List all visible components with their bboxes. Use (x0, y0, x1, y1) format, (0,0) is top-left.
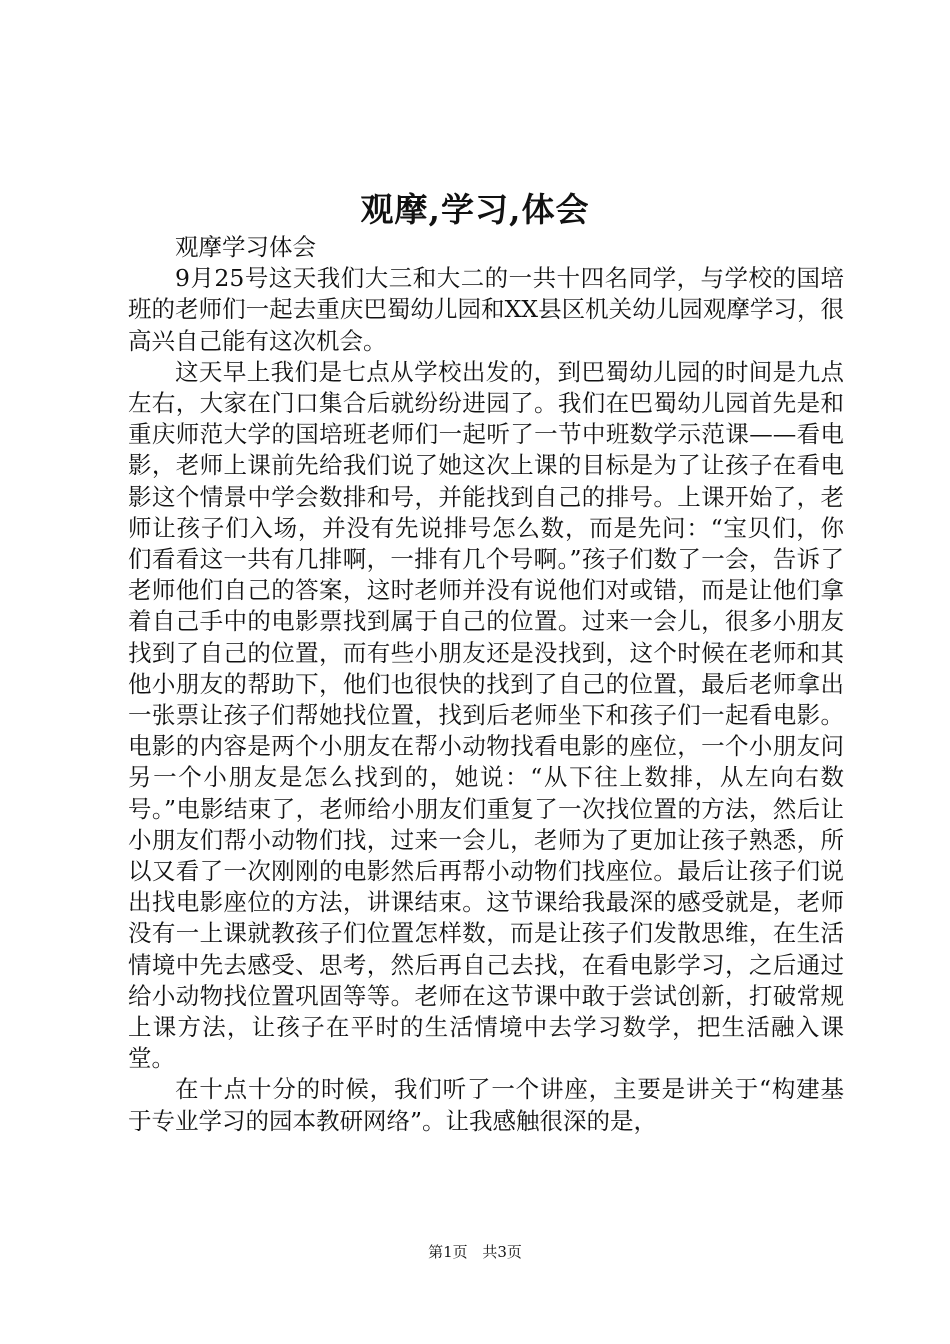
paragraph-subheading: 观摩学习体会 (175, 233, 316, 261)
paragraph-bashu-lesson: 这天早上我们是七点从学校出发的，到巴蜀幼儿园的时间是九点左右，大家在门口集合后就纷纷进园了。我们在巴蜀幼儿园首先是和重庆师范大学的国培班老师们一起听了一节中班数学示范课——看电影，老师上课前先给我们说了她这次上课的目标是为了让孩子在看电影这个情景中学会数排和号，并能找到自己的排号。上课开始了，老师让孩子们入场，并没有先说排号怎么数，而是先问：“宝贝们，你们看看这一共有几排啊，一排有几个号啊。”孩子们数了一会，告诉了老师他们自己的答案，这时老师并没有说他们对或错，而是让他们拿着自己手中的电影票找到属于自己的位置。过来一会儿，很多小朋友找到了自己的位置，而有些小朋友还是没找到，这个时候在老师和其他小朋友的帮助下，他们也很快的找到了自己的位置，最后老师拿出一张票让孩子们帮她找位置，找到后老师坐下和孩子们一起看电影。电影的内容是两个小朋友在帮小动物找看电影的座位，一个小朋友问另一个小朋友是怎么找到的，她说：“从下往上数排，从左向右数号。”电影结束了，老师给小朋友们重复了一次找位置的方法，然后让小朋友们帮小动物们找，过来一会儿，老师为了更加让孩子熟悉，所以又看了一次刚刚的电影然后再帮小动物们找座位。最后让孩子们说出找电影座位的方法，讲课结束。这节课给我最深的感受就是，老师没有一上课就教孩子们位置怎样数，而是让孩子们发散思维，在生活情境中先去感受、思考，然后再自己去找，在看电影学习，之后通过给小动物找位置巩固等等。老师在这节课中敢于尝试创新，打破常规上课方法，让孩子在平时的生活情境中去学习数学，把生活融入课堂。 (128, 357, 844, 1073)
paragraph-intro: 9月25号这天我们大三和大二的一共十四名同学，与学校的国培班的老师们一起去重庆巴蜀幼儿园和XX县区机关幼儿园观摩学习，很高兴自己能有这次机会。 (128, 264, 844, 355)
document-body (128, 232, 844, 1137)
page-footer (0, 1242, 950, 1262)
page-total: 共3页 (482, 1243, 522, 1261)
paragraph-lecture: 在十点十分的时候，我们听了一个讲座，主要是讲关于“构建基于专业学习的园本教研网络”。让我感触很深的是， (128, 1075, 844, 1135)
document-title: 观摩,学习,体会 (360, 190, 590, 229)
page-number: 第1页 (428, 1243, 468, 1261)
